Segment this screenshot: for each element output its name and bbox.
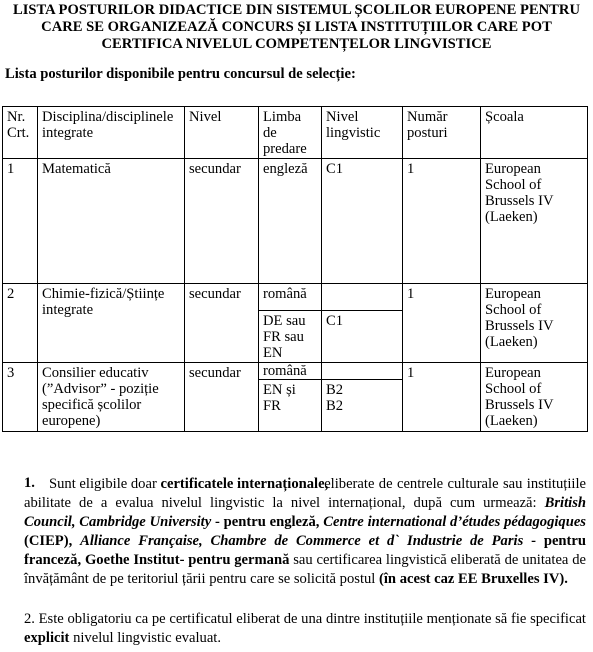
positions-table (2, 106, 588, 432)
cell-disciplina: Chimie-fizică/Științe integrate (38, 284, 185, 363)
cell-nr: 3 (3, 363, 38, 432)
cell-limba: română (259, 284, 322, 311)
cell-limba-alt: DE sau FR sau EN (259, 311, 322, 363)
cell-disciplina: Consilier educativ (”Advisor” - poziție specifică școlilor europene) (38, 363, 185, 432)
cell-limba-alt: EN și FR (259, 380, 322, 432)
cell-nivel: secundar (185, 284, 259, 363)
header-nivel-lingvistic: Nivel lingvistic (322, 107, 403, 159)
cell-nivel: secundar (185, 159, 259, 284)
note-1-en-label: - pentru engleză, (214, 514, 320, 530)
header-disciplina: Disciplina/disciplinele integrate (38, 107, 185, 159)
header-nivel: Nivel (185, 107, 259, 159)
cell-posturi: 1 (403, 159, 481, 284)
note-1-text-c: eliberate de centrele culturale sau instituțiile abilitate de a evalua nivelul lingvistic la nivel internațional, după cum urmează: (24, 476, 586, 511)
document-title (0, 2, 593, 53)
note-1-text-j: sau certificarea lingvistică eliberată de unitatea de învățământ de pe teritoriul țării pentru care se solicită postul (24, 552, 587, 587)
cell-limba: română (259, 363, 322, 380)
section-subtitle: Lista posturilor disponibile pentru concursul de selecție: (5, 66, 356, 82)
cell-posturi: 1 (403, 284, 481, 363)
cell-nr: 2 (3, 284, 38, 363)
table-row (3, 284, 588, 311)
note-1-text-a: Sunt eligibile doar (49, 476, 157, 492)
cell-nivel-lingvistic (322, 363, 403, 380)
note-1-institutions-en: British Council, Cambridge University (24, 495, 586, 530)
note-1-number: 1. (24, 475, 35, 491)
table-row (3, 363, 588, 380)
title-line-2: CARE SE ORGANIZEAZĂ CONCURS ȘI LISTA INSTITUȚIILOR CARE POT (41, 19, 552, 35)
header-limba: Limba de predare (259, 107, 322, 159)
note-1-body (24, 475, 586, 589)
header-nr: Nr. Crt. (3, 107, 38, 159)
cell-nivel: secundar (185, 363, 259, 432)
note-2-text-c: nivelul lingvistic evaluat. (73, 630, 221, 646)
cell-scoala: European School of Brussels IV (Laeken) (481, 159, 588, 284)
cell-limba: engleză (259, 159, 322, 284)
note-1-fr-de-label: - pentru franceză, Goethe Institut- pentru germană (24, 533, 586, 568)
header-scoala: Școala (481, 107, 588, 159)
note-1-institutions-fr-1: Centre international d’études pédagogiques (323, 514, 586, 530)
note-1-emphasis: certificatele internaționale, (160, 476, 329, 492)
note-2-text-a: 2. Este obligatoriu ca pe certificatul eliberat de una dintre instituțiile menționate să fie specificat (24, 611, 586, 627)
header-numar-posturi: Număr posturi (403, 107, 481, 159)
cell-nivel-lingvistic (322, 284, 403, 311)
cell-nivel-lingvistic-alt: C1 (322, 311, 403, 363)
note-1-ciep: (CIEP), (24, 533, 73, 549)
note-2-explicit: explicit (24, 630, 70, 646)
cell-scoala: European School of Brussels IV (Laeken) (481, 284, 588, 363)
note-2 (24, 610, 586, 648)
cell-nivel-lingvistic: C1 (322, 159, 403, 284)
cell-disciplina: Matematică (38, 159, 185, 284)
table-row (3, 159, 588, 284)
cell-nivel-lingvistic-alt: B2 B2 (322, 380, 403, 432)
title-line-1: LISTA POSTURILOR DIDACTICE DIN SISTEMUL ȘCOLILOR EUROPENE PENTRU (13, 2, 580, 18)
cell-posturi: 1 (403, 363, 481, 432)
note-1-institutions-fr-2: Alliance Française, Chambre de Commerce et d` Industrie de Paris (80, 533, 524, 549)
title-line-3: CERTIFICA NIVELUL COMPETENȚELOR LINGVISTICE (101, 36, 492, 52)
cell-nr: 1 (3, 159, 38, 284)
note-1-text-k: (în acest caz EE Bruxelles IV). (379, 571, 568, 587)
table-header-row (3, 107, 588, 159)
cell-scoala: European School of Brussels IV (Laeken) (481, 363, 588, 432)
